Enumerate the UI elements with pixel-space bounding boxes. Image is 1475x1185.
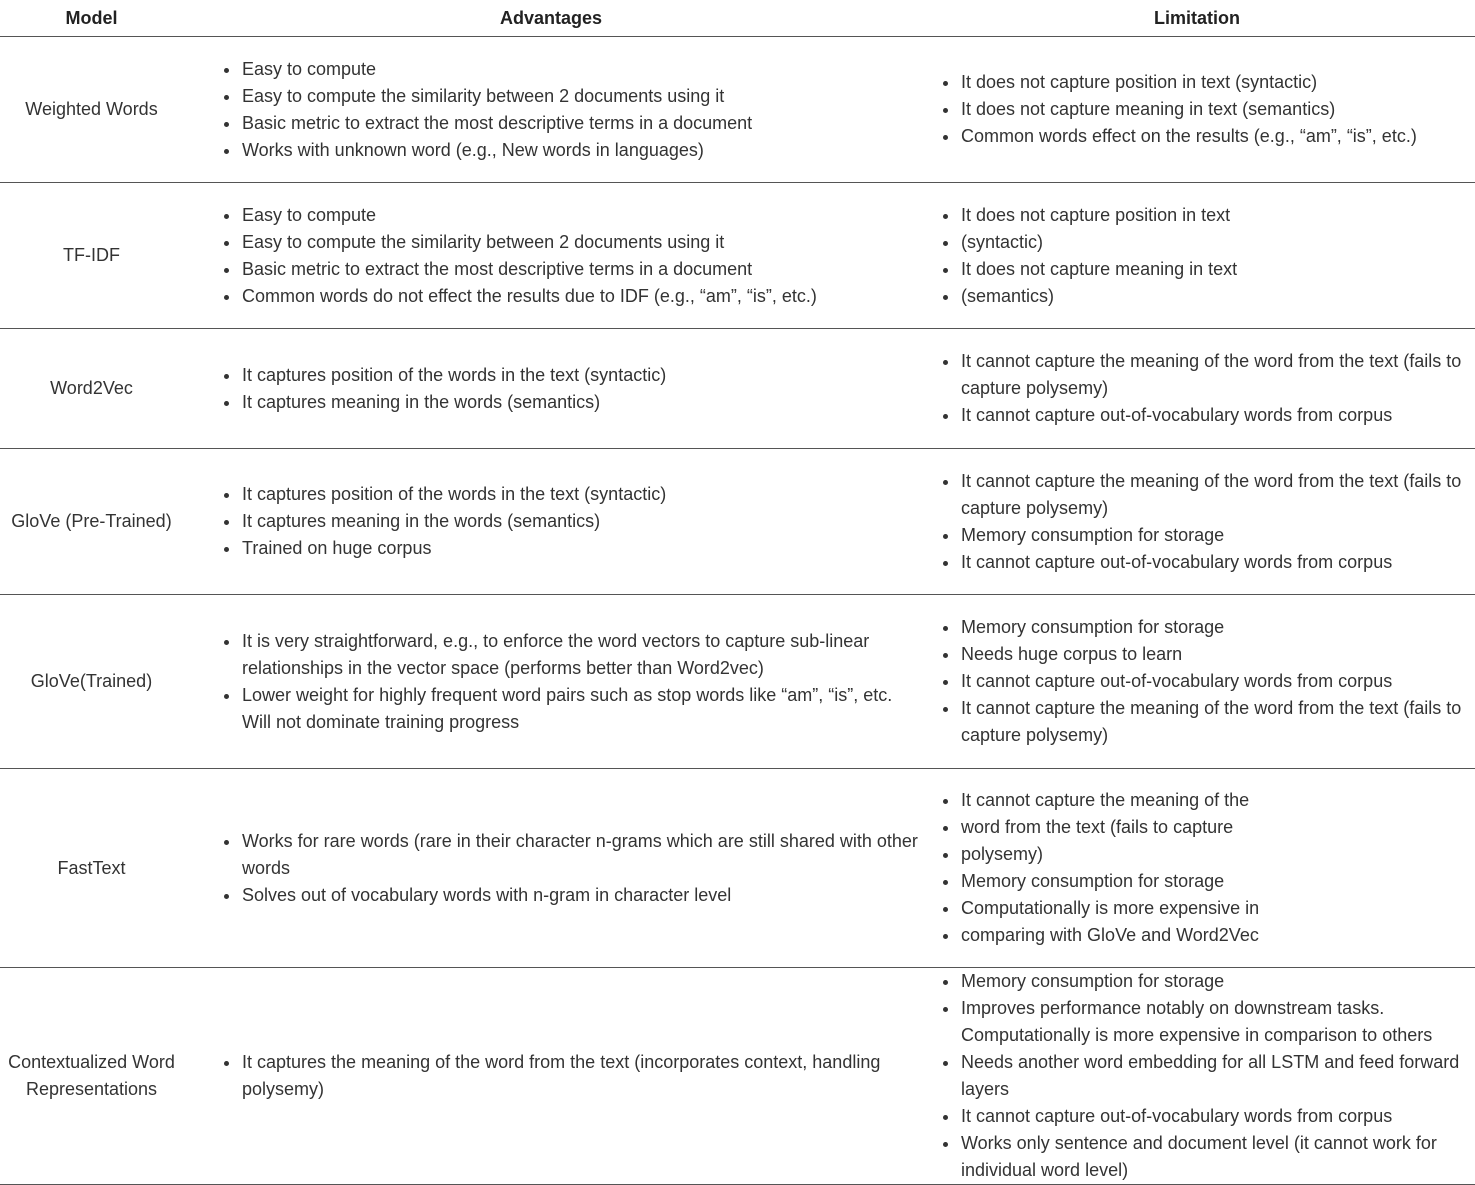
model-cell: Word2Vec bbox=[0, 329, 183, 449]
list-item: polysemy) bbox=[939, 841, 1475, 868]
list-item: Easy to compute bbox=[220, 202, 919, 229]
list-item: It cannot capture out-of-vocabulary words from corpus bbox=[939, 668, 1475, 695]
list-item: Easy to compute the similarity between 2 documents using it bbox=[220, 83, 919, 110]
list-item: It does not capture meaning in text bbox=[939, 256, 1475, 283]
table-body bbox=[0, 37, 1475, 1185]
table-row bbox=[0, 183, 1475, 329]
advantages-cell-list bbox=[183, 56, 919, 164]
advantages-cell bbox=[183, 449, 919, 595]
advantages-cell bbox=[183, 769, 919, 968]
limitation-cell-list bbox=[919, 614, 1475, 749]
list-item: Needs huge corpus to learn bbox=[939, 641, 1475, 668]
advantages-cell bbox=[183, 183, 919, 329]
list-item: It cannot capture out-of-vocabulary words from corpus bbox=[939, 402, 1475, 429]
list-item: It cannot capture the meaning of the bbox=[939, 787, 1475, 814]
table-row bbox=[0, 329, 1475, 449]
table-row bbox=[0, 595, 1475, 769]
list-item: It is very straightforward, e.g., to enforce the word vectors to capture sub-linear relationships in the vector space (performs better than Word2vec) bbox=[220, 628, 919, 682]
list-item: It cannot capture the meaning of the word from the text (fails to capture polysemy) bbox=[939, 468, 1475, 522]
advantages-cell-list bbox=[183, 828, 919, 909]
list-item: Memory consumption for storage bbox=[939, 522, 1475, 549]
list-item: It captures the meaning of the word from the text (incorporates context, handling polysemy) bbox=[220, 1049, 919, 1103]
advantages-cell bbox=[183, 37, 919, 183]
advantages-cell-list bbox=[183, 1049, 919, 1103]
limitation-cell bbox=[919, 769, 1475, 968]
advantages-cell bbox=[183, 968, 919, 1185]
list-item: It does not capture position in text (syntactic) bbox=[939, 69, 1475, 96]
list-item: It does not capture meaning in text (semantics) bbox=[939, 96, 1475, 123]
list-item: Common words do not effect the results due to IDF (e.g., “am”, “is”, etc.) bbox=[220, 283, 919, 310]
limitation-cell bbox=[919, 595, 1475, 769]
list-item: (semantics) bbox=[939, 283, 1475, 310]
limitation-cell bbox=[919, 449, 1475, 595]
model-cell: GloVe (Pre-Trained) bbox=[0, 449, 183, 595]
list-item: Computationally is more expensive in bbox=[939, 895, 1475, 922]
model-cell: GloVe(Trained) bbox=[0, 595, 183, 769]
list-item: It captures position of the words in the text (syntactic) bbox=[220, 481, 919, 508]
list-item: Easy to compute the similarity between 2 documents using it bbox=[220, 229, 919, 256]
limitation-cell-list bbox=[919, 468, 1475, 576]
advantages-cell-list bbox=[183, 362, 919, 416]
advantages-cell-list bbox=[183, 628, 919, 736]
list-item: Memory consumption for storage bbox=[939, 968, 1475, 995]
list-item: (syntactic) bbox=[939, 229, 1475, 256]
list-item: It cannot capture the meaning of the word from the text (fails to capture polysemy) bbox=[939, 695, 1475, 749]
table-row bbox=[0, 37, 1475, 183]
limitation-cell bbox=[919, 183, 1475, 329]
list-item: It cannot capture out-of-vocabulary words from corpus bbox=[939, 549, 1475, 576]
advantages-cell-list bbox=[183, 202, 919, 310]
list-item: It captures meaning in the words (semantics) bbox=[220, 508, 919, 535]
header-model: Model bbox=[0, 0, 183, 37]
list-item: It cannot capture out-of-vocabulary words from corpus bbox=[939, 1103, 1475, 1130]
limitation-cell-list bbox=[919, 787, 1475, 949]
table-header bbox=[0, 0, 1475, 37]
list-item: Needs another word embedding for all LSTM and feed forward layers bbox=[939, 1049, 1475, 1103]
list-item: It does not capture position in text bbox=[939, 202, 1475, 229]
list-item: It captures meaning in the words (semantics) bbox=[220, 389, 919, 416]
list-item: Easy to compute bbox=[220, 56, 919, 83]
list-item: It captures position of the words in the text (syntactic) bbox=[220, 362, 919, 389]
list-item: comparing with GloVe and Word2Vec bbox=[939, 922, 1475, 949]
list-item: Memory consumption for storage bbox=[939, 614, 1475, 641]
table-row bbox=[0, 769, 1475, 968]
limitation-cell-list bbox=[919, 968, 1475, 1184]
model-cell: Weighted Words bbox=[0, 37, 183, 183]
model-cell: FastText bbox=[0, 769, 183, 968]
limitation-cell-list bbox=[919, 69, 1475, 150]
limitation-cell-list bbox=[919, 202, 1475, 310]
list-item: Basic metric to extract the most descriptive terms in a document bbox=[220, 110, 919, 137]
list-item: Improves performance notably on downstream tasks. Computationally is more expensive in comparison to others bbox=[939, 995, 1475, 1049]
table-row bbox=[0, 449, 1475, 595]
model-cell: Contextualized Word Representations bbox=[0, 968, 183, 1185]
limitation-cell bbox=[919, 329, 1475, 449]
list-item: word from the text (fails to capture bbox=[939, 814, 1475, 841]
list-item: Works for rare words (rare in their character n-grams which are still shared with other words bbox=[220, 828, 919, 882]
advantages-cell bbox=[183, 595, 919, 769]
list-item: Lower weight for highly frequent word pairs such as stop words like “am”, “is”, etc. Will not dominate training progress bbox=[220, 682, 919, 736]
list-item: Works with unknown word (e.g., New words in languages) bbox=[220, 137, 919, 164]
list-item: Solves out of vocabulary words with n-gram in character level bbox=[220, 882, 919, 909]
list-item: Works only sentence and document level (it cannot work for individual word level) bbox=[939, 1130, 1475, 1184]
list-item: Memory consumption for storage bbox=[939, 868, 1475, 895]
list-item: Basic metric to extract the most descriptive terms in a document bbox=[220, 256, 919, 283]
list-item: Common words effect on the results (e.g., “am”, “is”, etc.) bbox=[939, 123, 1475, 150]
header-limitation: Limitation bbox=[919, 0, 1475, 37]
limitation-cell bbox=[919, 968, 1475, 1185]
list-item: It cannot capture the meaning of the word from the text (fails to capture polysemy) bbox=[939, 348, 1475, 402]
limitation-cell-list bbox=[919, 348, 1475, 429]
advantages-cell bbox=[183, 329, 919, 449]
limitation-cell bbox=[919, 37, 1475, 183]
model-cell: TF-IDF bbox=[0, 183, 183, 329]
table-row bbox=[0, 968, 1475, 1185]
list-item: Trained on huge corpus bbox=[220, 535, 919, 562]
advantages-cell-list bbox=[183, 481, 919, 562]
header-advantages: Advantages bbox=[183, 0, 919, 37]
header-row bbox=[0, 0, 1475, 37]
